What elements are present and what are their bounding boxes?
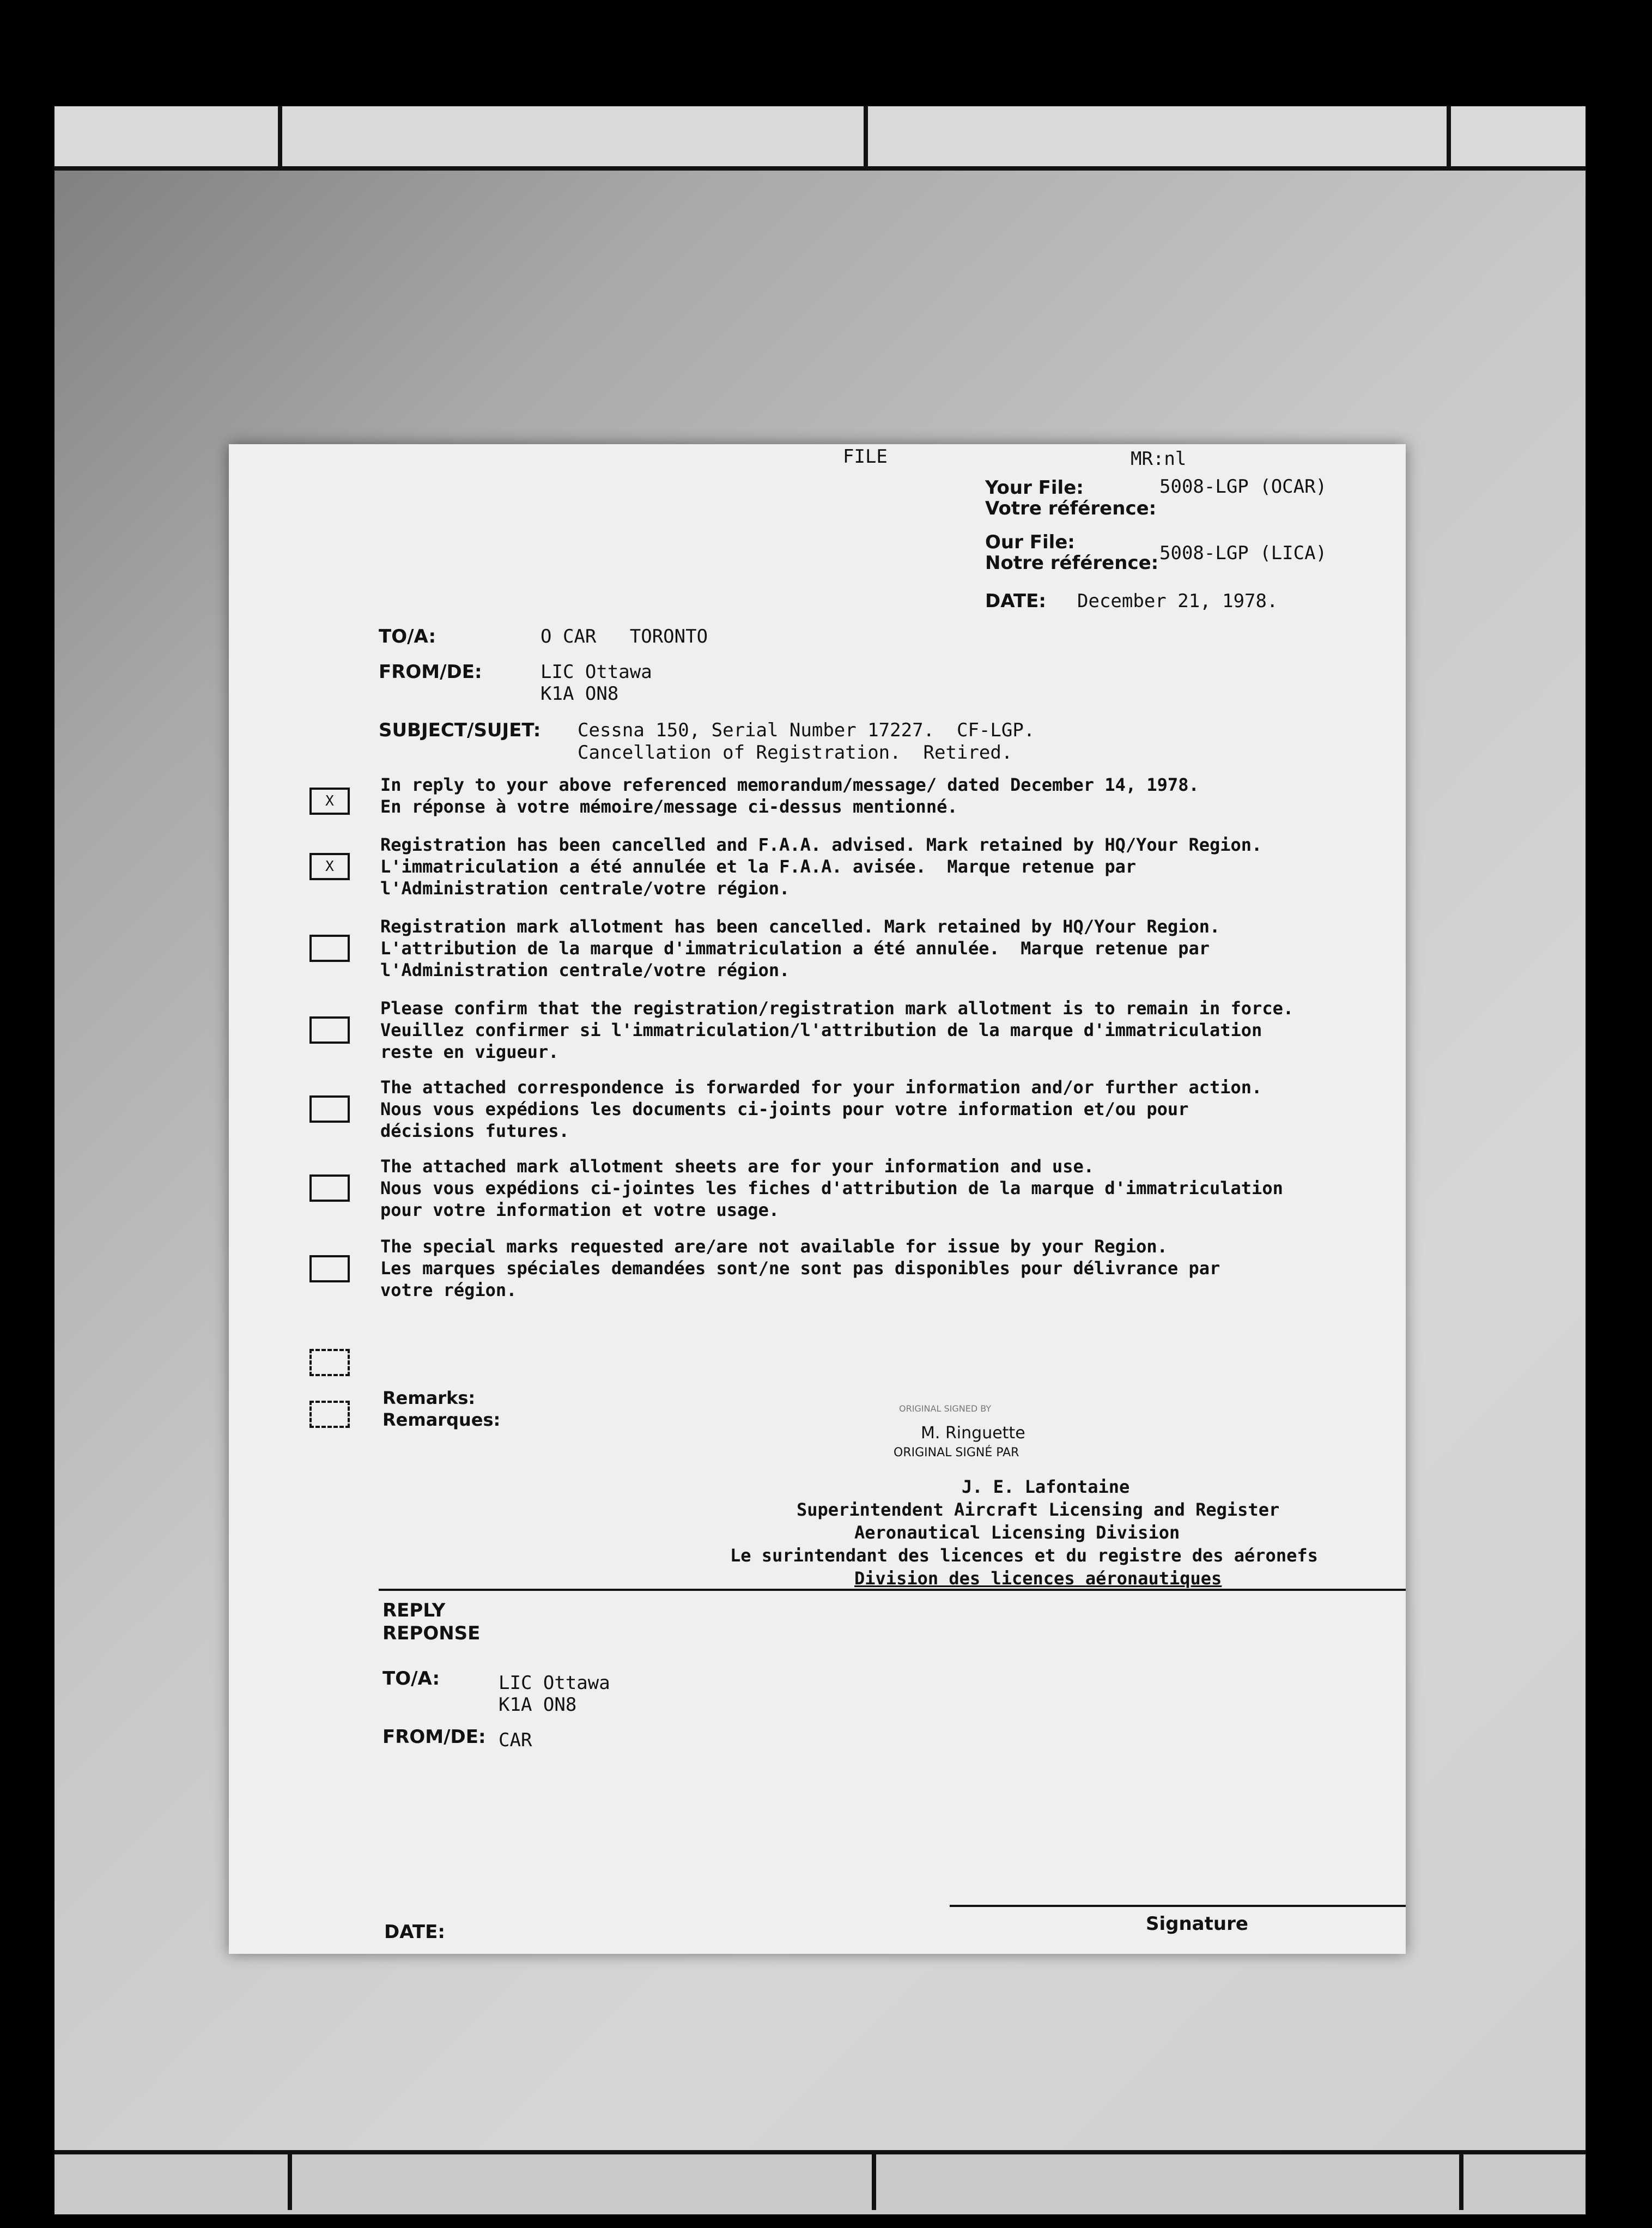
from-label: FROM/DE: xyxy=(379,661,482,683)
reply-from-label: FROM/DE: xyxy=(382,1726,486,1748)
option-6-line-3: pour votre information et votre usage. xyxy=(380,1200,780,1220)
remarks-label-fr: Remarques: xyxy=(382,1409,501,1430)
option-7-line-3: votre région. xyxy=(380,1280,517,1300)
signatory-title-4: Division des licences aéronautiques xyxy=(854,1568,1222,1589)
reply-from-value: CAR xyxy=(499,1729,532,1751)
date-value: December 21, 1978. xyxy=(1077,590,1278,612)
option-3-line-3: l'Administration centrale/votre région. xyxy=(380,960,790,980)
initials: MR:nl xyxy=(1131,448,1187,470)
stamp-name: M. Ringuette xyxy=(921,1424,1025,1443)
votre-reference-label: Votre référence: xyxy=(985,498,1157,519)
option-checkbox-5[interactable] xyxy=(309,1095,350,1123)
reply-to-label: TO/A: xyxy=(382,1668,440,1690)
option-2-line-1: Registration has been cancelled and F.A.A. advised. Mark retained by HQ/Your Region. xyxy=(380,834,1262,855)
signatory-title-1: Superintendent Aircraft Licensing and Register xyxy=(797,1499,1280,1520)
your-file-value: 5008-LGP (OCAR) xyxy=(1159,476,1327,498)
signatory-name: J. E. Lafontaine xyxy=(962,1476,1130,1497)
from-line-1: LIC Ottawa xyxy=(540,661,652,683)
frame-divider xyxy=(288,2150,292,2210)
signatory-title-3: Le surintendant des licences et du registre des aéronefs xyxy=(730,1545,1318,1566)
option-2-line-3: l'Administration centrale/votre région. xyxy=(380,878,790,899)
frame-divider xyxy=(1459,2150,1463,2210)
option-6-line-2: Nous vous expédions ci-jointes les fiches d'attribution de la marque d'immatriculation xyxy=(380,1178,1283,1198)
stamp-line-1: ORIGINAL SIGNED BY xyxy=(899,1403,992,1414)
frame-divider xyxy=(872,2150,876,2210)
signature-label: Signature xyxy=(1146,1913,1248,1935)
option-checkbox-2[interactable]: X xyxy=(309,853,350,880)
reply-label: REPLY xyxy=(382,1600,446,1621)
your-file-label: Your File: xyxy=(985,477,1084,499)
frame-divider xyxy=(864,106,868,166)
option-1-line-2: En réponse à votre mémoire/message ci-dessus mentionné. xyxy=(380,796,958,817)
film-frame-bottom xyxy=(54,2150,1586,2214)
option-3-line-1: Registration mark allotment has been cancelled. Mark retained by HQ/Your Region. xyxy=(380,916,1220,937)
option-5-line-3: décisions futures. xyxy=(380,1121,569,1141)
subject-line-1: Cessna 150, Serial Number 17227. CF-LGP. xyxy=(578,719,1035,741)
our-file-value: 5008-LGP (LICA) xyxy=(1159,542,1327,564)
reply-to-line-2: K1A ON8 xyxy=(499,1694,577,1716)
option-5-line-1: The attached correspondence is forwarded for your information and/or further action. xyxy=(380,1077,1262,1098)
option-7-line-1: The special marks requested are/are not available for issue by your Region. xyxy=(380,1236,1168,1257)
reply-to-line-1: LIC Ottawa xyxy=(499,1672,610,1694)
our-file-label: Our File: xyxy=(985,531,1075,553)
signature-line xyxy=(950,1905,1406,1907)
option-2-line-2: L'immatriculation a été annulée et la F.A.A. avisée. Marque retenue par xyxy=(380,856,1137,877)
film-frame-top xyxy=(54,106,1586,171)
option-7-line-2: Les marques spéciales demandées sont/ne sont pas disponibles pour délivrance par xyxy=(380,1258,1220,1279)
frame-divider xyxy=(278,106,282,166)
signatory-title-2: Aeronautical Licensing Division xyxy=(854,1522,1180,1543)
from-line-2: K1A ON8 xyxy=(540,683,619,705)
to-value: O CAR TORONTO xyxy=(540,626,708,647)
option-checkbox-3[interactable] xyxy=(309,935,350,962)
option-5-line-2: Nous vous expédions les documents ci-joints pour votre information et/ou pour xyxy=(380,1099,1189,1119)
option-3-line-2: L'attribution de la marque d'immatriculation a été annulée. Marque retenue par xyxy=(380,938,1210,959)
date-label: DATE: xyxy=(985,590,1046,612)
blank-checkbox-1[interactable] xyxy=(309,1349,350,1376)
option-1-line-1: In reply to your above referenced memorandum/message/ dated December 14, 1978. xyxy=(380,774,1199,795)
option-4-line-1: Please confirm that the registration/registration mark allotment is to remain in force. xyxy=(380,998,1294,1019)
notre-reference-label: Notre référence: xyxy=(985,552,1159,574)
option-6-line-1: The attached mark allotment sheets are for your information and use. xyxy=(380,1156,1095,1177)
subject-line-2: Cancellation of Registration. Retired. xyxy=(578,742,1013,764)
file-label: FILE xyxy=(843,446,888,468)
option-checkbox-6[interactable] xyxy=(309,1174,350,1202)
option-checkbox-4[interactable] xyxy=(309,1016,350,1044)
reply-divider xyxy=(379,1589,1406,1591)
option-4-line-2: Veuillez confirmer si l'immatriculation/l'attribution de la marque d'immatriculation xyxy=(380,1020,1262,1040)
subject-label: SUBJECT/SUJET: xyxy=(379,719,541,741)
remarks-checkbox[interactable] xyxy=(309,1401,350,1428)
option-checkbox-1[interactable]: X xyxy=(309,788,350,815)
frame-divider xyxy=(1447,106,1451,166)
memo-document xyxy=(229,444,1406,1954)
stamp-line-2: ORIGINAL SIGNÉ PAR xyxy=(894,1446,1019,1460)
to-label: TO/A: xyxy=(379,626,436,647)
remarks-label-en: Remarks: xyxy=(382,1388,476,1408)
reply-date-label: DATE: xyxy=(384,1921,445,1943)
option-checkbox-7[interactable] xyxy=(309,1255,350,1282)
reponse-label: REPONSE xyxy=(382,1622,481,1644)
option-4-line-3: reste en vigueur. xyxy=(380,1042,559,1062)
